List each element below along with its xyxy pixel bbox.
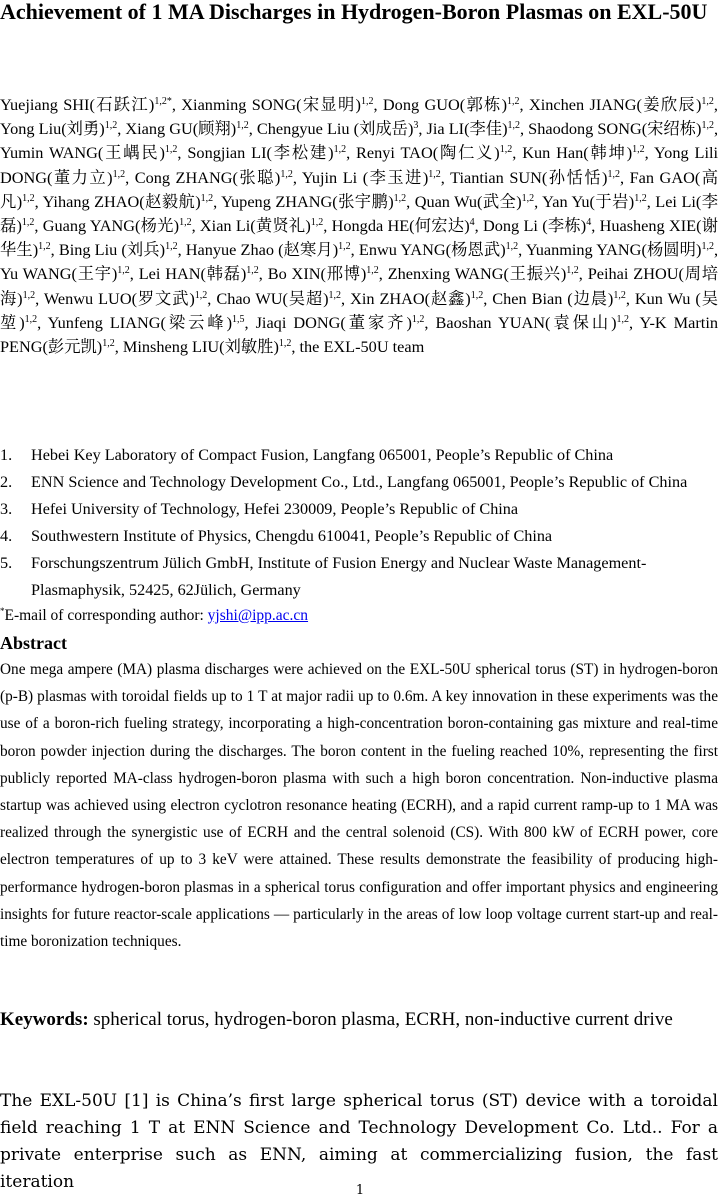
affiliation-number: 1.: [0, 446, 13, 464]
author-name: Lei Li(李磊): [0, 191, 719, 236]
author-affiliation-mark: 1,2: [701, 120, 714, 132]
author-name: Hanyue Zhao (赵寒月): [185, 240, 339, 260]
author-affiliation-mark: 1,2: [112, 168, 126, 180]
author-name: Songjian LI(李松建): [187, 143, 334, 163]
email-label: E-mail of corresponding author:: [4, 607, 208, 624]
author-team: , the EXL-50U team: [291, 337, 425, 357]
author-name: Xian Li(黄贤礼): [199, 216, 311, 236]
author-affiliation-mark: 1,2: [22, 192, 35, 204]
author-affiliation-mark: 1,2: [701, 96, 714, 107]
author-affiliation-mark: 1,2: [310, 217, 324, 229]
author-affiliation-mark: 1,2: [236, 120, 249, 132]
affiliation-text: Hefei University of Technology, Hefei 230009, People’s Republic of China: [31, 500, 519, 518]
author-name: Yihang ZHAO(赵毅航): [42, 191, 201, 211]
affiliation-text: Hebei Key Laboratory of Compact Fusion, Langfang 065001, People’s Republic of China: [31, 446, 614, 464]
author-name: Yuanming YANG(杨圆明): [525, 240, 702, 260]
author-name: Chao WU(吴超): [216, 288, 329, 308]
author-affiliation-mark: 1,2: [632, 144, 645, 156]
keywords: [0, 1007, 718, 1033]
affiliation-number: 5.: [0, 554, 13, 572]
author-affiliation-mark: 1,2: [566, 265, 579, 277]
author-affiliation-mark: 1,2: [102, 338, 115, 350]
affiliation-item: [0, 469, 720, 496]
author-name: Peihai ZHOU(周培海): [0, 264, 719, 308]
author-name: Huasheng XIE(谢华生): [0, 216, 718, 260]
author-affiliation-mark: 3: [413, 120, 419, 132]
author-name: Wenwu LUO(罗文武): [43, 288, 195, 308]
author-affiliation-mark: 1,2: [428, 168, 441, 180]
author-affiliation-mark: 1,2: [104, 120, 118, 132]
author-affiliation-mark: 1,2: [278, 338, 292, 350]
author-name: Jia LI(李佳): [426, 119, 508, 139]
author-name: Baoshan YUAN(袁保山): [435, 312, 617, 332]
author-affiliation-mark: 1,2: [24, 313, 38, 325]
author-name: Y-K Martin PENG(彭元凯): [0, 312, 718, 357]
author-name: Fan GAO(高凡): [0, 167, 719, 211]
affiliation-list: [0, 442, 720, 604]
author-affiliation-mark: 1,2: [165, 241, 178, 253]
author-name: Yong Lili DONG(董力立): [0, 143, 719, 187]
author-name: Kun Wu (吴堃): [0, 288, 718, 332]
author-affiliation-mark: 1,2: [393, 192, 407, 204]
author-name: Kun Han(韩坤): [522, 143, 633, 163]
abstract-heading: Abstract: [0, 633, 67, 653]
author-affiliation-mark: 1,2: [21, 217, 35, 229]
author-affiliation-mark: 1,2: [200, 192, 214, 204]
author-affiliation-mark: 1,2: [246, 265, 259, 277]
author-name: Bo XIN(邢博): [267, 264, 367, 284]
author-affiliation-mark: 1,2: [164, 144, 178, 156]
author-affiliation-mark: 1,2: [366, 265, 379, 277]
author-name: Tiantian SUN(孙恬恬): [450, 167, 608, 187]
author-name: Xin ZHAO(赵鑫): [350, 288, 471, 308]
affiliation-text: Forschungszentrum Jülich GmbH, Institute of Fusion Energy and Nuclear Waste Management-Plasmaphysik, 52425, 62Jülich, Germany: [31, 554, 647, 599]
author-name: Xianming SONG(宋显明): [181, 95, 361, 114]
author-name: Renyi TAO(陶仁义): [356, 143, 500, 163]
author-affiliation-mark: 1,2: [499, 144, 513, 156]
paper-title: Achievement of 1 MA Discharges in Hydrogen-Boron Plasmas on EXL-50U: [0, 0, 708, 24]
keywords-text: spherical torus, hydrogen-boron plasma, ECRH, non-inductive current drive: [88, 1009, 673, 1030]
author-affiliation-mark: 1,2: [328, 289, 342, 301]
author-name: Shaodong SONG(宋绍栋): [528, 119, 702, 139]
affiliation-text: Southwestern Institute of Physics, Chengdu 610041, People’s Republic of China: [31, 527, 553, 545]
author-affiliation-mark: 1,2: [117, 265, 130, 277]
author-name: Yunfeng LIANG(梁云峰): [47, 312, 232, 332]
author-name: Yan Yu(于岩): [542, 191, 635, 211]
author-affiliation-mark: 1,2: [507, 120, 521, 132]
author-affiliation-mark: 1,2: [333, 144, 347, 156]
author-affiliation-mark: 4: [586, 217, 592, 229]
corresponding-email: [0, 605, 308, 627]
author-name: Xinchen JIANG(姜欣辰): [528, 95, 702, 114]
author-name: Guang YANG(杨光): [42, 216, 180, 236]
author-affiliation-mark: 1,2: [280, 168, 293, 180]
author-affiliation-mark: 1,2: [22, 289, 36, 301]
author-name: Hongda HE(何宏达): [331, 216, 470, 236]
author-name: Dong Li (李栋): [483, 216, 587, 236]
affiliation-number: 4.: [0, 527, 13, 545]
author-affiliation-mark: 1,2: [701, 241, 714, 253]
affiliation-item: [0, 496, 720, 523]
author-name: Enwu YANG(杨恩武): [358, 240, 506, 260]
author-name: Dong GUO(郭栋): [382, 95, 508, 114]
author-name: Cong ZHANG(张聪): [134, 167, 281, 187]
author-name: Minsheng LIU(刘敏胜): [122, 337, 279, 357]
author-affiliation-mark: 1,2: [507, 96, 520, 107]
author-name: Quan Wu(武全): [414, 191, 522, 211]
author-affiliation-mark: 1,2: [38, 241, 51, 253]
affiliation-text: ENN Science and Technology Development Co., Ltd., Langfang 065001, People’s Republic of China: [31, 473, 688, 491]
keywords-label: Keywords:: [0, 1009, 89, 1030]
author-name: Chengyue Liu (刘成岳): [256, 119, 414, 139]
author-name: Xiang GU(顾翔): [125, 119, 237, 139]
author-affiliation-mark: 1,2: [470, 289, 484, 301]
affiliation-item: [0, 523, 720, 550]
author-name: Bing Liu (刘兵): [58, 240, 166, 260]
author-affiliation-mark: 1,2: [505, 241, 519, 253]
author-affiliation-mark: 1,2: [411, 313, 425, 325]
author-name: Lei HAN(韩磊): [138, 264, 247, 284]
author-list: Yuejiang SHI(石跃江)$^{1,2*}$, Xianming SONG(宋显明)$^{1,2}$, Dong GUO(郭栋)$^{1,2}$, Xinchen JIANG(姜欣辰)$^{1,2}$, Yong Liu(刘勇)$^{1,2}$, Xiang GU(顾翔)$^{1,2}$, Chengyue Liu (刘成岳)$^3$, Jia LI(李佳)$^{1,2}$, Shaodong SONG(宋绍栋)$^{1,2}$, Yumin WANG(王嵎民)$^{1,2}$, Songjian LI(李松建)$^{1,2}$, Renyi TAO(陶仁义)$^{1,2}$, Kun Han(韩坤)$^{1,2}$, Yong Lili DONG(董力立)$^{1,2}$, Cong ZHANG(张聪)$^{1,2}$, Yujin Li (李玉进)$^{1,2}$, Tiantian SUN(孙恬恬)$^{1,2}$, Fan GAO(高凡)$^{1,2}$, Yihang ZHAO(赵毅航)$^{1,2}$, Yupeng ZHANG(张宇鹏)$^{1,2}$, Quan Wu(武全)$^{1,2}$, Yan Yu(于岩)$^{1,2}$, Lei Li(李磊)$^{1,2}$, Guang YANG(杨光)$^{1,2}$, Xian Li(黄贤礼)$^{1,2}$, Hongda HE(何宏达)$^4$, Dong Li (李栋)$^4$, Huasheng XIE(谢华生)$^{1,2}$, Bing Liu (刘兵)$^{1,2}$, Hanyue Zhao (赵寒月)$^{1,2}$, Enwu YANG(杨恩武)$^{1,2}$, Yuanming YANG(杨圆明)$^{1,2}$, Yu WANG(王宇)$^{1,2}$, Lei HAN(韩磊)$^{1,2}$, Bo XIN(邢博)$^{1,2}$, Zhenxing WANG(王振兴)$^{1,2}$, Peihai ZHOU(周培海)$^{1,2}$, Wenwu LUO(罗文武)$^{1,2}$, Chao WU(吴超)$^{1,2}$, Xin ZHAO(赵鑫)$^{1,2}$, Chen Bian (边晨)$^{1,2}$, Kun Wu (吴堃)$^{1,2}$, Yunfeng LIANG(梁云峰)$^{1,5}$, Jiaqi DONG(董家齐)$^{1,2}$, Baoshan YUAN(袁保山)$^{1,2}$, Y-K Martin PENG(彭元凯)$^{1,2}$, Minsheng LIU(刘敏胜)$^{1,2}$, the EXL-50U team: [0, 95, 719, 357]
corresponding-mark: *: [0, 606, 5, 616]
intro-paragraph: The EXL-50U [1] is China’s first large spherical torus (ST) device with a toroidal field reaching 1 T at ENN Science and Technology Development Co. Ltd.. For a private enterprise such as ENN, aiming at commercializing fusion, the fast iteration: [0, 1091, 718, 1192]
affiliation-number: 2.: [0, 473, 13, 491]
author-affiliation-mark: 1,2: [607, 168, 620, 180]
abstract-body: One mega ampere (MA) plasma discharges were achieved on the EXL-50U spherical torus (ST) in hydrogen-boron (p-B) plasmas with toroidal fields up to 1 T at major radii up to 0.6m. A key innovation in these experiments was the use of a boron-rich fueling strategy, incorporating a high-concentration boron-containing gas mixture and real-time boron powder injection during the discharges. The boron content in the fueling reached 10%, representing the first publicly reported MA-class hydrogen-boron plasma with such a high boron concentration. Non-inductive plasma startup was achieved using electron cyclotron resonance heating (ECRH), and a rapid current ramp-up to 1 MA was realized through the synergistic use of ECRH and the central solenoid (CS). With 800 kW of ECRH power, core electron temperatures of up to 3 keV were attained. These results demonstrate the feasibility of producing high-performance hydrogen-boron plasmas in a spherical torus configuration and offer important physics and engineering insights for future reactor-scale applications — particularly in the areas of low loop voltage current start-up and real-time boronization techniques.: [0, 661, 718, 951]
author-name: Chen Bian (边晨): [492, 288, 614, 308]
author-name: Yong Liu(刘勇): [0, 119, 105, 139]
affiliation-number: 3.: [0, 500, 13, 518]
email-link[interactable]: yjshi@ipp.ac.cn: [207, 607, 309, 624]
author-affiliation-mark: 1,2*: [154, 96, 172, 107]
page-number: 1: [355, 1183, 365, 1198]
author-affiliation-mark: 1,2: [616, 313, 630, 325]
author-affiliation-mark: 1,2: [179, 217, 192, 229]
affiliation-item: [0, 442, 720, 469]
author-affiliation-mark: 1,2: [613, 289, 626, 301]
author-affiliation-mark: 1,2: [634, 192, 647, 204]
author-affiliation-mark: 1,2: [360, 96, 374, 107]
author-name: Yujin Li (李玉进): [301, 167, 429, 187]
author-affiliation-mark: 1,2: [338, 241, 351, 253]
author-affiliation-mark: 1,2: [521, 192, 535, 204]
author-name: Zhenxing WANG(王振兴): [387, 264, 567, 284]
author-name: Yumin WANG(王嵎民): [0, 143, 165, 163]
author-name: Yu WANG(王宇): [0, 264, 118, 284]
affiliation-item: [0, 550, 720, 604]
author-affiliation-mark: 4: [469, 217, 475, 229]
author-name: Jiaqi DONG(董家齐): [255, 312, 412, 332]
author-affiliation-mark: 1,5: [232, 313, 245, 325]
author-affiliation-mark: 1,2: [194, 289, 208, 301]
author-name: Yupeng ZHANG(张宇鹏): [221, 191, 394, 211]
author-name: Yuejiang SHI(石跃江): [0, 95, 155, 114]
